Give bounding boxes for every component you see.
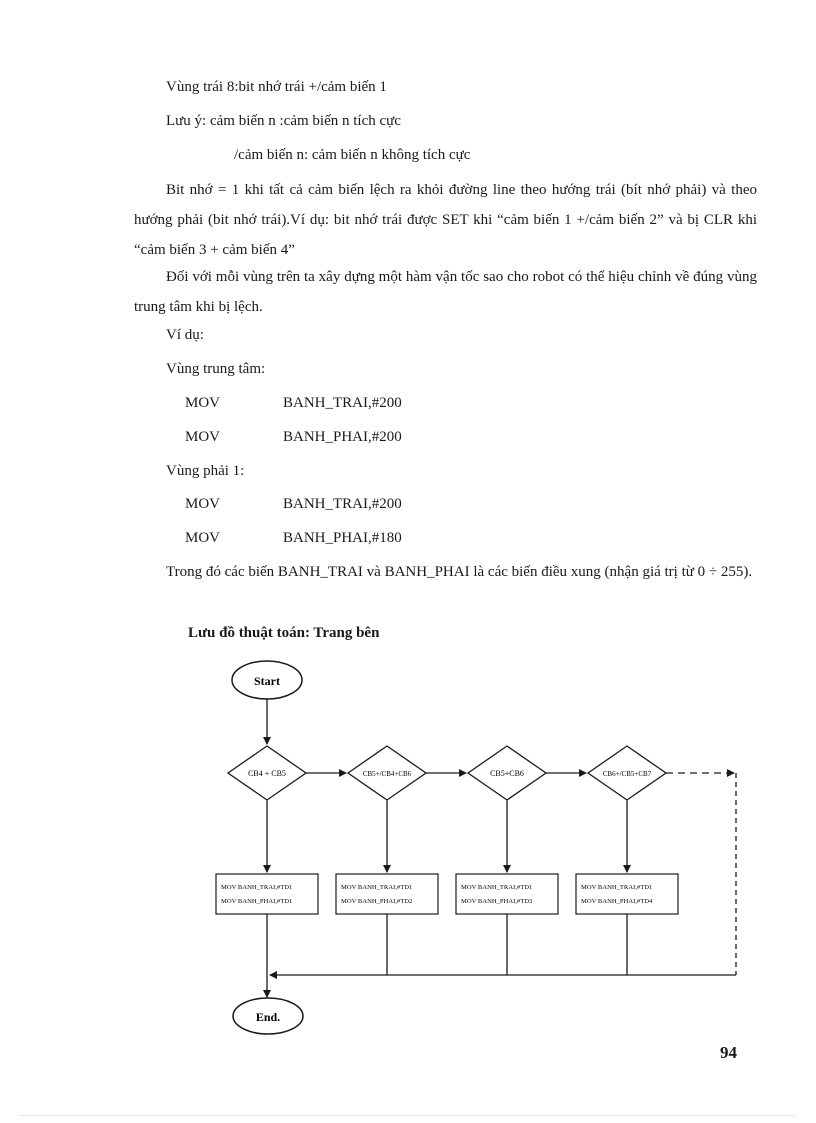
- decision-label: CB5+CB6: [490, 769, 524, 778]
- paragraph-variables: Trong đó các biến BANH_TRAI và BANH_PHAI là các biến điều xung (nhận giá trị từ 0 ÷ 255).: [166, 564, 753, 580]
- text-line-center-zone: Vùng trung tâm:: [166, 361, 266, 377]
- code-arg: BANH_TRAI,#200: [283, 395, 402, 411]
- code-arg: BANH_PHAI,#200: [283, 429, 402, 445]
- start-label: Start: [254, 674, 280, 688]
- text-line-note: Lưu ý: cảm biến n :cảm biến n tích cực: [166, 113, 401, 129]
- footer-divider: [20, 1115, 796, 1116]
- process-line: MOV BANH_TRAI,#TD1: [581, 884, 653, 891]
- process-line: MOV BANH_TRAI,#TD1: [341, 884, 413, 891]
- page-number: 94: [720, 1043, 737, 1062]
- code-op: MOV: [185, 530, 221, 546]
- process-box-1: [216, 874, 318, 914]
- text-line-example: Ví dụ:: [166, 327, 204, 343]
- process-box-2: [336, 874, 438, 914]
- process-line: MOV BANH_PHAI,#TD2: [341, 898, 413, 905]
- end-label: End.: [255, 1010, 281, 1024]
- decision-label: CB4 + CB5: [248, 769, 286, 778]
- code-op: MOV: [185, 429, 221, 445]
- decision-label: CB5+/CB4+CB6: [362, 770, 412, 778]
- flowchart-heading: Lưu đồ thuật toán: Trang bên: [188, 625, 380, 641]
- process-line: MOV BANH_PHAI,#TD3: [461, 898, 533, 905]
- process-line: MOV BANH_PHAI,#TD1: [221, 898, 293, 905]
- code-op: MOV: [185, 496, 221, 512]
- text-line-right-zone-1: Vùng phải 1:: [166, 463, 245, 479]
- process-box-4: [576, 874, 678, 914]
- decision-label: CB6+/CB5+CB7: [602, 770, 652, 778]
- text-line-note-inactive: /cảm biến n: cảm biến n không tích cực: [234, 147, 471, 163]
- code-arg: BANH_TRAI,#200: [283, 496, 402, 512]
- process-line: MOV BANH_TRAI,#TD1: [221, 884, 293, 891]
- text-line-left-zone: Vùng trái 8:bit nhớ trái +/cảm biến 1: [166, 79, 387, 95]
- process-line: MOV BANH_PHAI,#TD4: [581, 898, 653, 905]
- paragraph-speed-function: Đối với mỗi vùng trên ta xây dựng một hàm vận tốc sao cho robot có thể hiệu chỉnh về đúng vùng trung tâm khi bị lệch.: [134, 269, 757, 315]
- code-op: MOV: [185, 395, 221, 411]
- process-line: MOV BANH_TRAI,#TD1: [461, 884, 533, 891]
- paragraph-bit-memory: Bit nhớ = 1 khi tất cả cảm biến lệch ra khỏi đường line theo hướng trái (bít nhớ phải) và theo hướng phải (bit nhớ trái).Ví dụ: bit nhớ trái được SET khi “cảm biến 1 +/cảm biến 2” và bị CLR khi “cảm biến 3 + cảm biến 4”: [134, 182, 757, 258]
- process-box-3: [456, 874, 558, 914]
- code-arg: BANH_PHAI,#180: [283, 530, 402, 546]
